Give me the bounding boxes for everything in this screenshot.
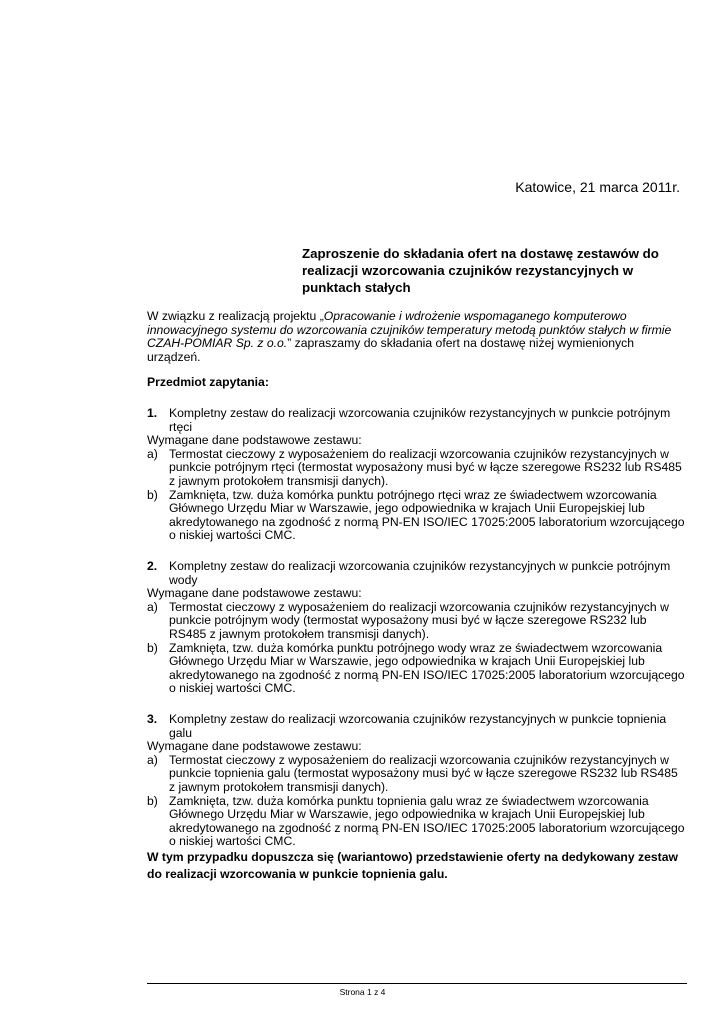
list-item	[147, 795, 687, 849]
page-number: Strona 1 z 4	[339, 987, 386, 997]
list-item-text: Termostat cieczowy z wyposażeniem do realizacji wzorcowania czujników rezystancyjnych w punkcie topnienia galu (termostat wyposażony musi być w łącze szeregowe RS232 lub RS485 z jawnym protokołem transmisji danych).	[169, 752, 678, 794]
section-title	[147, 560, 687, 587]
section-3	[147, 713, 687, 883]
list-item	[147, 601, 687, 642]
list-item	[147, 448, 687, 489]
section-number: 2.	[147, 559, 158, 573]
intro-project-name: Opracowanie i wdrożenie wspomaganego komputerowo innowacyjnego systemu do wzorcowania czujników temperatury metodą punktów stałych w firmie CZAH-POMIAR Sp. z o.o.	[147, 309, 672, 351]
list-item-text: Termostat cieczowy z wyposażeniem do realizacji wzorcowania czujników rezystancyjnych w punkcie potrójnym wody (termostat wyposażony musi być w łącze szeregowe RS232 lub RS485 z jawnym protokołem transmisji danych).	[169, 599, 669, 641]
section-number: 3.	[147, 712, 158, 726]
section-number: 1.	[147, 406, 158, 420]
section-title-text: Kompletny zestaw do realizacji wzorcowania czujników rezystancyjnych w punkcie topnienia galu	[169, 712, 667, 740]
required-label: Wymagane dane podstawowe zestawu:	[147, 433, 362, 448]
subject-heading: Przedmiot zapytania:	[147, 375, 269, 389]
required-label: Wymagane dane podstawowe zestawu:	[147, 586, 362, 601]
intro-paragraph	[147, 310, 687, 364]
list-letter: a)	[147, 752, 158, 767]
footer-divider	[147, 983, 687, 984]
intro-after: ” zapraszamy do składania ofert na dostawę niżej wymienionych urządzeń.	[147, 336, 635, 364]
section-2	[147, 560, 687, 696]
list-letter: a)	[147, 599, 158, 614]
list-item-text: Zamknięta, tzw. duża komórka punktu potrójnego wody wraz ze świadectwem wzorcowania Głównego Urzędu Miar w Warszawie, jego odpowiednika w krajach Unii Europejskiej lub akredytowanego na zgodność z normą PN-EN ISO/IEC 17025:2005 laboratorium wzorcującego o niskiej wartości CMC.	[169, 640, 685, 696]
document-date: Katowice, 21 marca 2011r.	[515, 179, 680, 195]
list-item	[147, 754, 687, 795]
section-title	[147, 713, 687, 740]
required-label: Wymagane dane podstawowe zestawu:	[147, 739, 362, 754]
section-title-text: Kompletny zestaw do realizacji wzorcowania czujników rezystancyjnych w punkcie potrójnym wody	[169, 559, 671, 587]
section-1	[147, 407, 687, 543]
list-letter: b)	[147, 640, 158, 655]
list-item-text: Termostat cieczowy z wyposażeniem do realizacji wzorcowania czujników rezystancyjnych w punkcie potrójnym rtęci (termostat wyposażony musi być w łącze szeregowe RS232 lub RS485 z jawnym protokołem transmisji danych).	[169, 446, 682, 488]
list-letter: b)	[147, 487, 158, 502]
section-title-text: Kompletny zestaw do realizacji wzorcowania czujników rezystancyjnych w punkcie potrójnym rtęci	[169, 406, 671, 434]
list-item-text: Zamknięta, tzw. duża komórka punktu potrójnego rtęci wraz ze świadectwem wzorcowania Głównego Urzędu Miar w Warszawie, jego odpowiednika w krajach Unii Europejskiej lub akredytowanego na zgodność z normą PN-EN ISO/IEC 17025:2005 laboratorium wzorcującego o niskiej wartości CMC.	[169, 487, 685, 543]
list-letter: a)	[147, 446, 158, 461]
list-item-text: Zamknięta, tzw. duża komórka punktu topnienia galu wraz ze świadectwem wzorcowania Głównego Urzędu Miar w Warszawie, jego odpowiednika w krajach Unii Europejskiej lub akredytowanego na zgodność z normą PN-EN ISO/IEC 17025:2005 laboratorium wzorcującego o niskiej wartości CMC.	[169, 793, 685, 849]
list-item	[147, 642, 687, 696]
list-item	[147, 489, 687, 543]
intro-before: W związku z realizacją projektu „	[147, 309, 324, 323]
list-letter: b)	[147, 793, 158, 808]
document-title: Zaproszenie do składania ofert na dostawę zestawów do realizacji wzorcowania czujników rezystancyjnych w punktach stałych	[302, 246, 659, 295]
section-title	[147, 407, 687, 434]
variant-note: W tym przypadku dopuszcza się (wariantowo) przedstawienie oferty na dedykowany zestaw do realizacji wzorcowania w punkcie topnienia galu.	[147, 849, 678, 881]
